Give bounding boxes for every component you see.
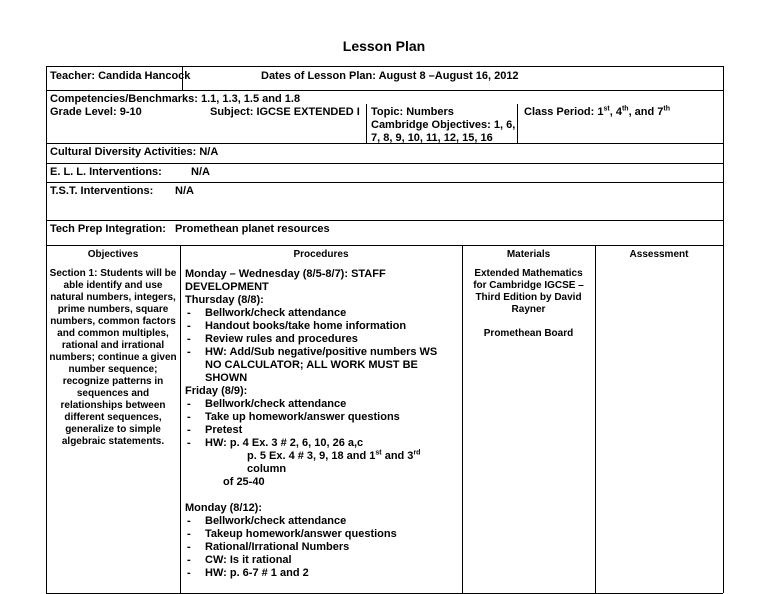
friday-hw-continued: p. 5 Ex. 4 # 3, 9, 18 and 1st and 3rd column — [247, 449, 421, 475]
cultural-diversity: Cultural Diversity Activities: N/A — [50, 146, 219, 158]
materials-header: Materials — [506, 249, 551, 260]
friday-hw-continued-2: of 25-40 — [223, 476, 265, 488]
assessment-header: Assessment — [629, 249, 689, 260]
teacher-name: Teacher: Candida Hancock — [50, 70, 191, 82]
procedures-text — [185, 268, 460, 580]
list-item: - Pretest — [185, 424, 460, 437]
objectives-header: Objectives — [87, 249, 139, 260]
promethean-board: Promethean Board — [483, 328, 574, 339]
list-item: - Take up homework/answer questions — [185, 411, 460, 424]
list-item: - HW: p. 4 Ex. 3 # 2, 6, 10, 26 a,c — [185, 437, 460, 450]
list-item: - HW: p. 6-7 # 1 and 2 — [185, 567, 460, 580]
topic: Topic: Numbers Cambridge Objectives: 1, 6, 7, 8, 9, 10, 11, 12, 15, 16 — [371, 106, 516, 144]
thursday-hw-continued: NO CALCULATOR; ALL WORK MUST BE SHOWN — [205, 359, 418, 384]
procedures-header: Procedures — [293, 249, 349, 260]
list-item: - Handout books/take home information — [185, 320, 460, 333]
tech-prep-value: Promethean planet resources — [175, 223, 330, 235]
list-item: - Rational/Irrational Numbers — [185, 541, 460, 554]
textbook: Extended Mathematics for Cambridge IGCSE – Third Edition by David Rayner — [473, 268, 584, 315]
monday-heading: Monday (8/12): — [185, 502, 263, 514]
thursday-list — [185, 307, 460, 359]
list-item: - Bellwork/check attendance — [185, 515, 460, 528]
monday-list — [185, 515, 460, 580]
subject: Subject: IGCSE EXTENDED I — [210, 106, 360, 118]
list-item: - Bellwork/check attendance — [185, 398, 460, 411]
friday-list — [185, 398, 460, 450]
ell-value: N/A — [191, 166, 210, 178]
grade-level: Grade Level: 9-10 — [50, 106, 142, 118]
tst-value: N/A — [175, 185, 194, 197]
class-period: Class Period: 1st, 4th, and 7th — [524, 105, 671, 118]
tst-label: T.S.T. Interventions: — [50, 185, 154, 197]
list-item: - HW: Add/Sub negative/positive numbers WS — [185, 346, 460, 359]
thursday-heading: Thursday (8/8): — [185, 294, 264, 306]
competencies-benchmarks: Competencies/Benchmarks: 1.1, 1.3, 1.5 and 1.8 — [50, 93, 301, 105]
ell-label: E. L. L. Interventions: — [50, 166, 162, 178]
objectives-text: Section 1: Students will be able identify and use natural numbers, integers, prime numbers, square numbers, common factors and common multiples, rational and irrational numbers; continue a given number sequence; recognize patterns in sequences and relationships between different sequences, generalize to simple algebraic statements. — [49, 268, 177, 447]
staff-development: Monday – Wednesday (8/5-8/7): STAFF DEVELOPMENT — [185, 268, 386, 293]
lesson-dates: Dates of Lesson Plan: August 8 –August 16, 2012 — [261, 70, 519, 82]
list-item: - Bellwork/check attendance — [185, 307, 460, 320]
list-item: - Review rules and procedures — [185, 333, 460, 346]
friday-heading: Friday (8/9): — [185, 385, 248, 397]
list-item: - Takeup homework/answer questions — [185, 528, 460, 541]
page-title: Lesson Plan — [342, 38, 426, 54]
tech-prep-label: Tech Prep Integration: — [50, 223, 166, 235]
materials-text — [463, 268, 594, 340]
list-item: - CW: Is it rational — [185, 554, 460, 567]
